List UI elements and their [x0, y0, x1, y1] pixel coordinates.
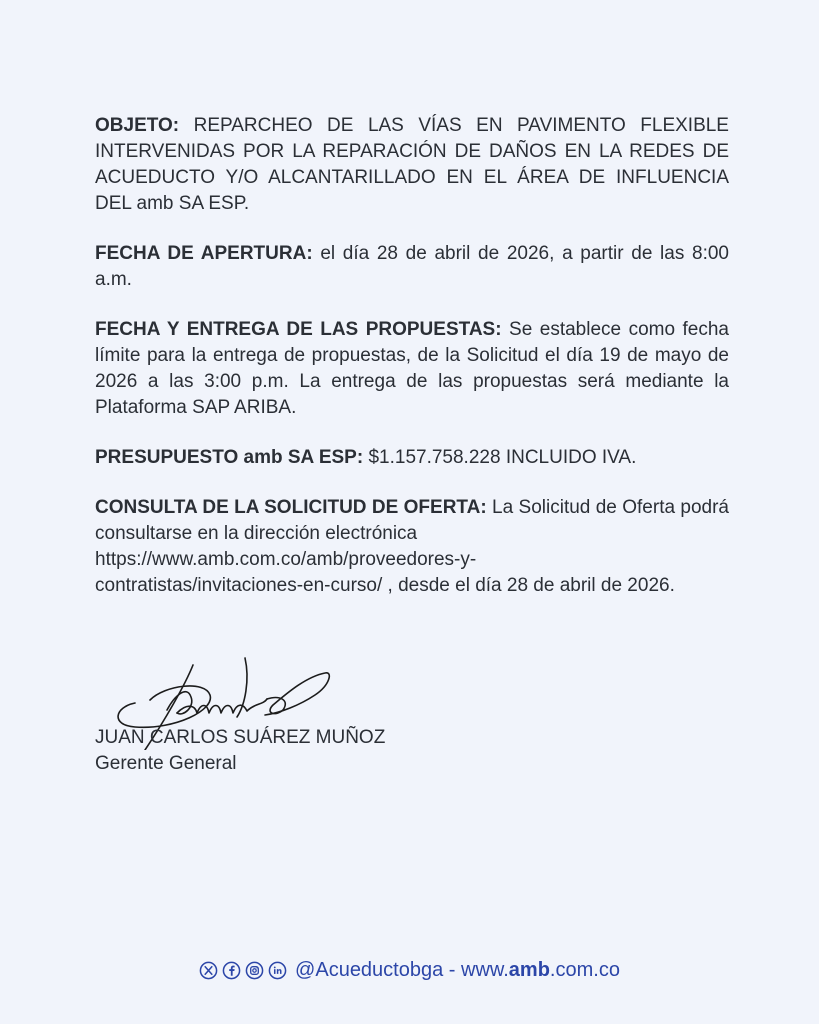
signer-name: JUAN CARLOS SUÁREZ MUÑOZ	[95, 727, 386, 748]
footer	[0, 956, 819, 984]
footer-text	[295, 959, 620, 982]
presupuesto-label: PRESUPUESTO amb SA ESP:	[95, 447, 364, 468]
objeto-paragraph	[95, 113, 729, 217]
consulta-paragraph	[95, 495, 729, 599]
facebook-icon[interactable]	[222, 961, 241, 980]
consulta-url-line2[interactable]: contratistas/invitaciones-en-curso/	[95, 575, 383, 596]
linkedin-icon[interactable]	[268, 961, 287, 980]
x-icon[interactable]	[199, 961, 218, 980]
consulta-text: La Solicitud de Oferta podrá consultarse en la dirección electrónica	[95, 497, 729, 544]
entrega-label: FECHA Y ENTREGA DE LAS PROPUESTAS:	[95, 319, 502, 340]
consulta-after-url: , desde el día 28 de abril de 2026.	[382, 575, 675, 596]
footer-domain-bold[interactable]: amb	[508, 958, 550, 981]
presupuesto-text: $1.157.758.228 INCLUIDO IVA.	[363, 447, 637, 468]
entrega-text: Se establece como fecha límite para la entrega de propuestas, de la Solicitud el día 19 de mayo de 2026 a las 3:00 p.m. La entrega de las propuestas será mediante la Plataforma SAP ARIBA.	[95, 319, 729, 418]
entrega-paragraph	[95, 317, 729, 421]
social-icons	[199, 961, 287, 980]
consulta-label: CONSULTA DE LA SOLICITUD DE OFERTA:	[95, 497, 487, 518]
footer-domain-rest[interactable]: .com.co	[549, 958, 620, 981]
objeto-label: OBJETO:	[95, 115, 180, 136]
document-body	[95, 113, 729, 623]
apertura-paragraph	[95, 241, 729, 293]
presupuesto-paragraph	[95, 445, 729, 471]
apertura-label: FECHA DE APERTURA:	[95, 243, 313, 264]
instagram-icon[interactable]	[245, 961, 264, 980]
objeto-text: REPARCHEO DE LAS VÍAS EN PAVIMENTO FLEXIBLE INTERVENIDAS POR LA REPARACIÓN DE DAÑOS EN LA REDES DE ACUEDUCTO Y/O ALCANTARILLADO EN EL ÁREA DE INFLUENCIA DEL amb SA ESP.	[95, 115, 729, 214]
apertura-text: el día 28 de abril de 2026, a partir de las 8:00 a.m.	[95, 243, 729, 290]
signer-role: Gerente General	[95, 753, 237, 774]
consulta-url-line1[interactable]: https://www.amb.com.co/amb/proveedores-y-	[95, 549, 477, 570]
signature-block	[95, 655, 495, 785]
footer-handle[interactable]: @Acueductobga - www.	[295, 958, 509, 981]
